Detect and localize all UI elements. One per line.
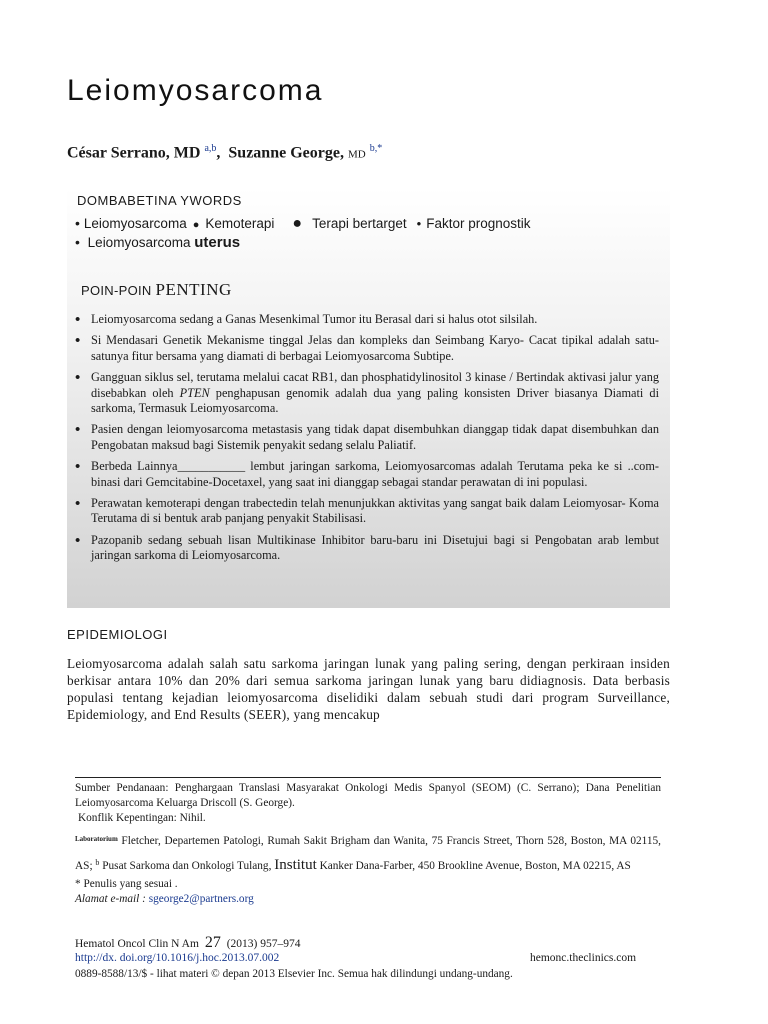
keywords-line bbox=[75, 215, 531, 233]
key-point-text: penghapusan genomik adalah dua yang paling konsisten Driver biasanya Diamati di sarkoma, Termasuk Leiomyosarcoma. bbox=[91, 385, 659, 416]
keywords-keypoints-panel bbox=[67, 187, 670, 608]
journal-volume: 27 bbox=[204, 934, 221, 951]
key-point-text: Si Mendasari Genetik Mekanisme tinggal Jelas dan kompleks dan Seimbang Karyo- Cacat tipikal adalah satu-satunya fitur bersama yang diamati di berbagai Leiomyosarcoma Subtipe. bbox=[91, 333, 659, 363]
author-line: César Serrano, MD $^{a,b}$, Suzanne George, MD $^{b,*}$ bbox=[67, 143, 383, 162]
key-point-text: Gangguan siklus sel, terutama melalui cacat RB1, dan phosphatidylinositol 3 kinase / Bertindak aktivasi jalur yang disebabkan oleh bbox=[91, 370, 659, 400]
key-point-text: Pazopanib sedang sebuah lisan Multikinase Inhibitor baru-baru ini Disetujui bagi si Pengobatan arab lembut jaringan sarkoma di Leiomyosarcoma. bbox=[91, 532, 659, 563]
bullet-icon: • bbox=[75, 312, 81, 328]
author-name: Suzanne George, bbox=[228, 144, 344, 162]
affiliation-label: Laboratorium bbox=[75, 835, 118, 843]
copyright-line: 0889-8588/13/$ - lihat materi © depan 2013 Elsevier Inc. Semua hak dilindungi undang-undang. bbox=[75, 968, 513, 980]
affiliation-text: Institut bbox=[274, 857, 317, 873]
article-title: Leiomyosarcoma bbox=[67, 74, 324, 107]
keywords-line bbox=[75, 234, 240, 251]
keyword-item: uterus bbox=[194, 234, 241, 251]
journal-pages: (2013) 957–974 bbox=[226, 938, 301, 950]
key-point-text: Perawatan kemoterapi dengan trabectedin telah menunjukkan aktivitas yang sangat baik dalam Leiomyosar- Koma Terutama di si bentuk arab panjang penyakit Stabilisasi. bbox=[91, 496, 659, 526]
bullet-icon: • bbox=[75, 532, 81, 549]
affiliation-text: Pusat Sarkoma dan Onkologi Tulang, bbox=[102, 860, 272, 872]
key-points-heading bbox=[81, 280, 232, 300]
bullet-icon: • bbox=[75, 422, 81, 439]
corresponding-note: * Penulis yang sesuai . bbox=[75, 878, 178, 890]
affiliation-note bbox=[75, 828, 661, 877]
author-affiliation-sup: a,b bbox=[204, 143, 217, 154]
bullet-icon: • bbox=[75, 234, 80, 250]
bullet-icon: • bbox=[75, 333, 81, 350]
bullet-icon: • bbox=[75, 496, 81, 513]
key-point-item bbox=[75, 422, 659, 453]
key-point-item bbox=[75, 459, 659, 490]
bullet-icon: ● bbox=[292, 215, 303, 232]
affiliation-text: Kanker Dana-Farber, 450 Brookline Avenue, Boston, MA 02215, AS bbox=[319, 860, 631, 872]
keyword-item: Kemoterapi bbox=[205, 216, 275, 231]
funding-note: Sumber Pendanaan: Penghargaan Translasi Masyarakat Onkologi Medis Spanyol (SEOM) (C. Serrano); Dana Penelitian Leiomyosarcoma Keluarga Driscoll (S. George). bbox=[75, 782, 661, 809]
bullet-icon: ● bbox=[192, 219, 200, 231]
bullet-icon: • bbox=[75, 370, 81, 387]
epidemiology-paragraph: Leiomyosarcoma adalah salah satu sarkoma jaringan lunak yang paling sering, dengan perkiraan insiden berkisar antara 10% dan 20% dari semua sarkoma jaringan lunak yang baru didiagnosis. Data berbasis populasi tentang kejadian leiomyosarcoma diselidiki dalam sebuah studi dari program Surveillance, Epidemiology, and End Results (SEER), yang mencakup bbox=[67, 656, 670, 722]
section-heading-epidemiology: EPIDEMIOLOGI bbox=[67, 627, 168, 642]
keyword-item: Leiomyosarcoma bbox=[87, 235, 191, 250]
key-points-list bbox=[75, 312, 659, 570]
key-point-item bbox=[75, 496, 659, 527]
conflict-note: Konflik Kepentingan: Nihil. bbox=[78, 812, 206, 824]
journal-name: Hematol Oncol Clin N Am bbox=[75, 938, 199, 950]
doi-link[interactable]: http://dx. doi.org/10.1016/j.hoc.2013.07.002 bbox=[75, 952, 280, 964]
keyword-item: Leiomyosarcoma bbox=[83, 216, 187, 231]
key-point-text: Leiomyosarcoma sedang a Ganas Mesenkimal Tumor itu Berasal dari si halus otot silsilah. bbox=[91, 312, 538, 326]
key-points-heading-small: POIN-POIN bbox=[81, 283, 152, 298]
key-point-text: Pasien dengan leiomyosarcoma metastasis yang tidak dapat disembuhkan dianggap tidak dapat disembuhkan dan Pengobatan maksud bagi Sistemik penyakit sedang selalu Paliatif. bbox=[91, 422, 659, 452]
key-point-text: Berbeda Lainnya___________ lembut jaringan sarkoma, Leiomyosarcomas adalah Terutama peka ke si ..com- binasi dari Gemcitabine-Docetaxel, yang saat ini dianggap sebagai standar perawatan di ini populasi. bbox=[91, 459, 659, 489]
bullet-icon: • bbox=[75, 459, 81, 476]
email-note bbox=[75, 892, 661, 907]
key-point-item bbox=[75, 370, 659, 416]
author-affiliation-sup: b,* bbox=[369, 143, 383, 154]
key-points-heading-big: PENTING bbox=[155, 280, 232, 299]
key-point-item bbox=[75, 312, 659, 327]
bullet-icon: • bbox=[416, 216, 422, 231]
keyword-item: Faktor prognostik bbox=[426, 216, 531, 231]
gene-name: PTEN bbox=[179, 385, 210, 400]
email-link[interactable]: sgeorge2@partners.org bbox=[148, 893, 254, 905]
keyword-item: Terapi bertarget bbox=[312, 216, 407, 231]
email-label: Alamat e-mail : bbox=[75, 893, 146, 905]
bullet-icon: • bbox=[75, 215, 80, 231]
author-name: César Serrano, MD bbox=[67, 144, 201, 162]
key-point-item bbox=[75, 333, 659, 364]
journal-site[interactable]: hemonc.theclinics.com bbox=[530, 952, 637, 964]
author-degree: MD bbox=[347, 148, 366, 161]
affiliation-text: Fletcher, Departemen Patologi, Rumah Sakit Brigham dan Wanita, 75 Francis Street, Thorn 528, Boston, MA 02115, AS; bbox=[75, 835, 661, 872]
footnotes bbox=[75, 781, 661, 907]
journal-citation bbox=[75, 934, 300, 952]
key-point-item bbox=[75, 533, 659, 564]
footnote-divider bbox=[75, 777, 661, 778]
affiliation-sup: b bbox=[95, 858, 100, 867]
keywords-heading: DOMBABETINA YWORDS bbox=[77, 193, 242, 208]
